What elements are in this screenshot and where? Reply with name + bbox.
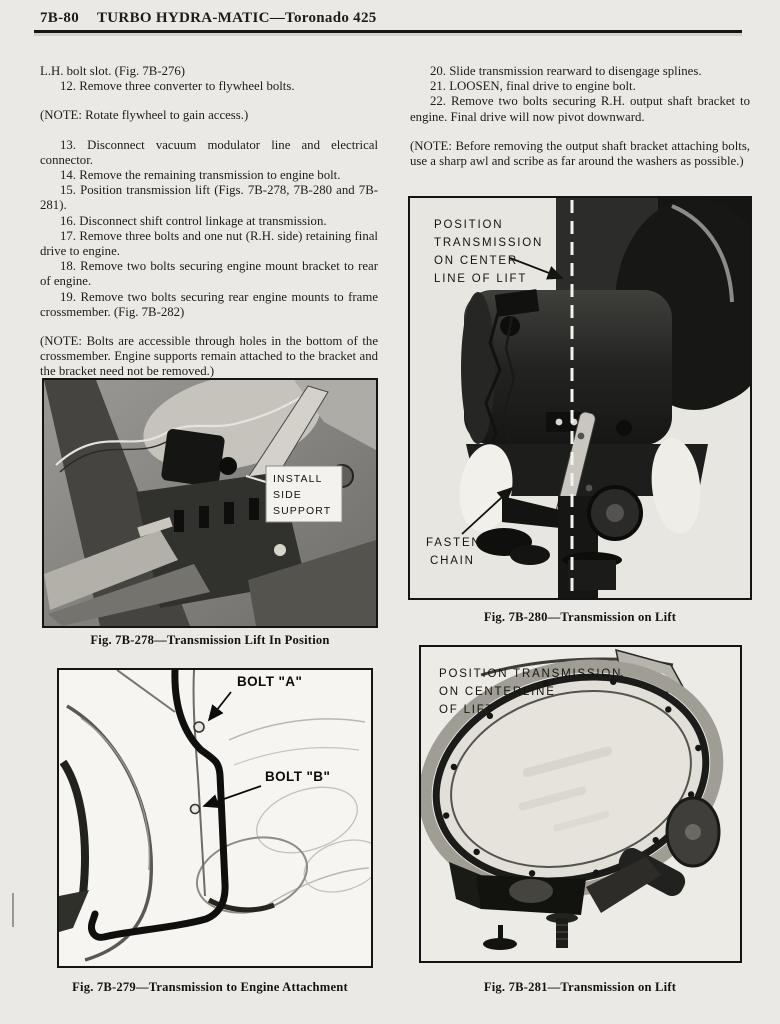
bolt-b-label: BOLT "B" (265, 769, 331, 784)
figure-caption-7b280: Fig. 7B-280—Transmission on Lift (483, 610, 677, 624)
transmission-on-lift-face-photo (421, 647, 740, 961)
install-side-support-label: SIDE (273, 489, 302, 501)
position-transmission-label: LINE OF LIFT (434, 273, 528, 285)
note-paragraph: (NOTE: Rotate flywheel to gain access.) (40, 108, 249, 123)
step-paragraph: 12. Remove three converter to flywheel bolts. (60, 79, 295, 94)
position-transmission-label: ON CENTERLINE (439, 686, 556, 698)
step-paragraph: 19. Remove two bolts securing rear engine mounts to frame crossmember. (Fig. 7B-282) (40, 289, 378, 319)
transmission-engine-attachment-drawing (59, 670, 371, 966)
header-rule (34, 30, 742, 33)
position-transmission-label: TRANSMISSION (434, 237, 544, 249)
figure-7b279-drawing (57, 668, 373, 968)
transmission-on-lift-photo (410, 198, 750, 598)
step-paragraph: 17. Remove three bolts and one nut (R.H. side) retaining final drive to engine. (40, 228, 378, 259)
note-paragraph: (NOTE: Before removing the output shaft bracket attaching bolts, use a sharp awl and scribe as far around the washers as possible.) (410, 138, 750, 169)
position-transmission-label: POSITION (434, 219, 504, 231)
scan-artifact-mark (12, 893, 14, 927)
figure-7b281-photo (419, 645, 742, 963)
step-paragraph: 18. Remove two bolts securing engine mount bracket to rear of engine. (40, 259, 378, 289)
bolt-b-glyph (191, 805, 200, 814)
position-transmission-label: ON CENTER (434, 255, 518, 267)
page-title: TURBO HYDRA-MATIC—Toronado 425 (97, 10, 377, 26)
figure-caption-7b279: Fig. 7B-279—Transmission to Engine Attachment (72, 980, 348, 994)
figure-7b278-photo (42, 378, 378, 628)
position-transmission-label: POSITION TRANSMISSION (439, 668, 623, 680)
figure-caption-7b278: Fig. 7B-278—Transmission Lift In Position (90, 633, 330, 647)
figure-caption-7b281: Fig. 7B-281—Transmission on Lift (483, 980, 677, 994)
install-side-support-label: SUPPORT (273, 505, 332, 517)
fasten-chain-label: CHAIN (430, 555, 475, 567)
position-transmission-label: OF LIFT (439, 704, 495, 716)
note-paragraph: (NOTE: Bolts are accessible through holes in the bottom of the crossmember. Engine supports remain attached to the bracket and the bracket need not be removed.) (40, 334, 378, 379)
bolt-a-glyph (194, 722, 204, 732)
column-right (410, 64, 750, 169)
transmission-lift-photo (44, 380, 376, 626)
step-paragraph: 20. Slide transmission rearward to disengage splines. (430, 64, 702, 78)
section-code: 7B-80 (40, 10, 79, 26)
fasten-chain-label: FASTEN (426, 537, 482, 549)
page-header (40, 10, 377, 27)
step-paragraph: 21. LOOSEN, final drive to engine bolt. (430, 79, 636, 94)
step-paragraph: L.H. bolt slot. (Fig. 7B-276) (40, 64, 186, 78)
figure-7b280-photo (408, 196, 752, 600)
step-paragraph: 13. Disconnect vacuum modulator line and electrical connector. (40, 137, 378, 167)
step-paragraph: 15. Position transmission lift (Figs. 7B-278, 7B-280 and 7B-281). (40, 183, 378, 213)
column-left (40, 64, 378, 380)
step-paragraph: 22. Remove two bolts securing R.H. output shaft bracket to engine. Final drive will now pivot downward. (410, 94, 750, 124)
install-side-support-label: INSTALL (273, 473, 323, 485)
step-paragraph: 16. Disconnect shift control linkage at transmission. (60, 213, 327, 228)
step-paragraph: 14. Remove the remaining transmission to engine bolt. (60, 168, 341, 183)
bolt-a-label: BOLT "A" (237, 674, 303, 689)
